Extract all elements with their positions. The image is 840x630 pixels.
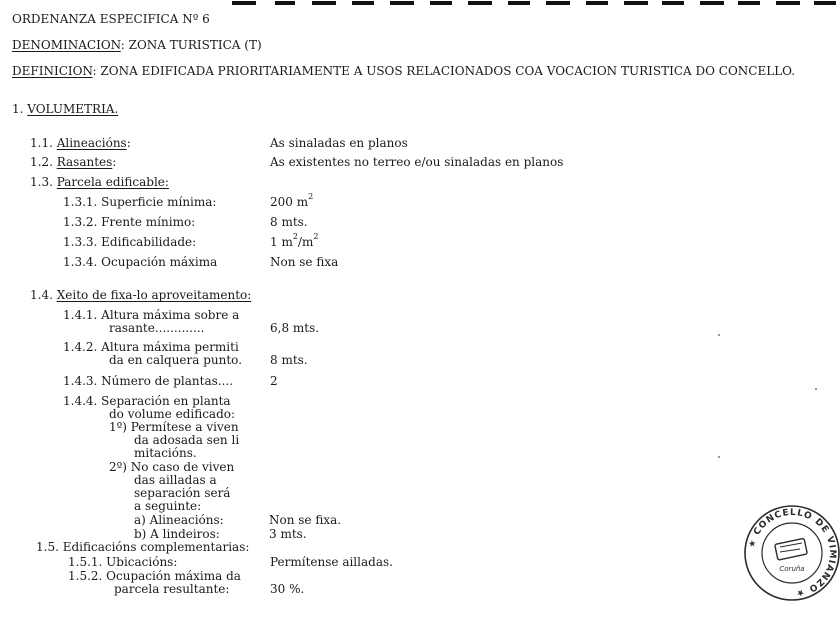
item-1-4-4-line1: 1.4.4. Separación en planta (63, 394, 231, 408)
item-1-5-label: 1.5. Edificacións complementarias: (36, 540, 250, 554)
item-1-4-2-line2: da en calquera punto. (109, 353, 243, 367)
section-number: 1. (12, 102, 28, 116)
paragraph-2-line3: separación será (134, 486, 231, 500)
paragraph-1-line3: mitacións. (134, 446, 197, 460)
item-1-1-value: As sinaladas en planos (270, 136, 408, 150)
seal-bottom-text: Coruña (779, 565, 805, 573)
item-1-3-3-value (270, 232, 319, 249)
item-1-2-value: As existentes no terreo e/ou sinaladas en planos (270, 155, 564, 169)
item-1-5-2-line2: parcela resultante: (114, 582, 230, 596)
scan-speck (815, 388, 817, 390)
item-1-3-label (30, 175, 169, 189)
item-colon: : (112, 155, 117, 169)
item-1-4-3-value: 2 (270, 374, 278, 388)
item-1-3-4-label: 1.3.4. Ocupación máxima (63, 255, 218, 269)
value-text: /m (297, 235, 314, 249)
item-1-5-1-value: Permítense ailladas. (270, 555, 393, 569)
item-1-3-4-value: Non se fixa (270, 255, 339, 269)
item-label: Xeito de fixa-lo aproveitamento: (56, 288, 252, 302)
item-1-4-4-line2: do volume edificado: (109, 407, 236, 421)
top-dashed-border (0, 0, 840, 6)
item-number: 1.4. (30, 288, 57, 302)
denomination-line (12, 38, 262, 52)
item-1-4-1-line2: rasante............. (109, 321, 205, 335)
denomination-label: DENOMINACION (12, 38, 121, 52)
item-1-4-2-value: 8 mts. (270, 353, 308, 367)
value-text: 1 m (270, 235, 293, 249)
item-number: 1.2. (30, 155, 57, 169)
item-1-4-1-value: 6,8 mts. (270, 321, 320, 335)
ordinance-title: ORDENANZA ESPECIFICA Nº 6 (12, 12, 210, 26)
item-1-3-1-value (270, 192, 314, 209)
item-1-4-1-line1: 1.4.1. Altura máxima sobre a (63, 308, 240, 322)
item-label: Alineacións (56, 136, 127, 150)
item-colon: : (126, 136, 131, 150)
value-text: 200 m (270, 195, 309, 209)
paragraph-1-line2: da adosada sen li (134, 433, 240, 447)
superscript: 2 (313, 232, 319, 241)
svg-text:★ CONCELLO DE VIMIANZO ★: ★ CONCELLO DE VIMIANZO ★ (747, 507, 838, 599)
item-1-2-label (30, 155, 116, 169)
paragraph-2-line1: 2º) No caso de viven (109, 460, 235, 474)
section-heading (12, 102, 118, 116)
alignments-label: a) Alineacións: (134, 513, 224, 527)
item-1-4-2-line1: 1.4.2. Altura máxima permiti (63, 340, 239, 354)
paragraph-1-line1: 1º) Permítese a viven (109, 420, 239, 434)
item-1-4-label (30, 288, 251, 302)
superscript: 2 (308, 192, 314, 201)
paragraph-2-line4: a seguinte: (134, 499, 202, 513)
superscript: 2 (292, 232, 298, 241)
item-number: 1.3. (30, 175, 57, 189)
boundaries-label: b) A lindeiros: (134, 527, 220, 541)
item-1-4-3-label: 1.4.3. Número de plantas.... (63, 374, 234, 388)
item-label: Parcela edificable: (56, 175, 169, 189)
municipal-seal-stamp (742, 503, 840, 603)
item-1-5-2-value: 30 %. (270, 582, 305, 596)
item-1-1-label (30, 136, 131, 150)
definition-value: : ZONA EDIFICADA PRIORITARIAMENTE A USOS RELACIONADOS COA VOCACION TURISTICA DO CONCELLO. (92, 64, 796, 78)
item-1-5-1-label: 1.5.1. Ubicacións: (68, 555, 178, 569)
item-number: 1.1. (30, 136, 57, 150)
section-title: VOLUMETRIA. (27, 102, 119, 116)
definition-label: DEFINICION (12, 64, 93, 78)
item-1-3-3-label: 1.3.3. Edificabilidade: (63, 235, 197, 249)
item-1-3-2-value: 8 mts. (270, 215, 308, 229)
alignments-value: Non se fixa. (269, 513, 342, 527)
denomination-value: : ZONA TURISTICA (T) (120, 38, 262, 52)
definition-line (12, 64, 795, 78)
item-1-5-2-line1: 1.5.2. Ocupación máxima da (68, 569, 241, 583)
scan-speck (718, 334, 720, 336)
item-1-3-2-label: 1.3.2. Frente mínimo: (63, 215, 196, 229)
boundaries-value: 3 mts. (269, 527, 307, 541)
paragraph-2-line2: das ailladas a (134, 473, 217, 487)
scan-speck (718, 456, 720, 458)
item-label: Rasantes (56, 155, 113, 169)
item-1-3-1-label: 1.3.1. Superficie mínima: (63, 195, 217, 209)
